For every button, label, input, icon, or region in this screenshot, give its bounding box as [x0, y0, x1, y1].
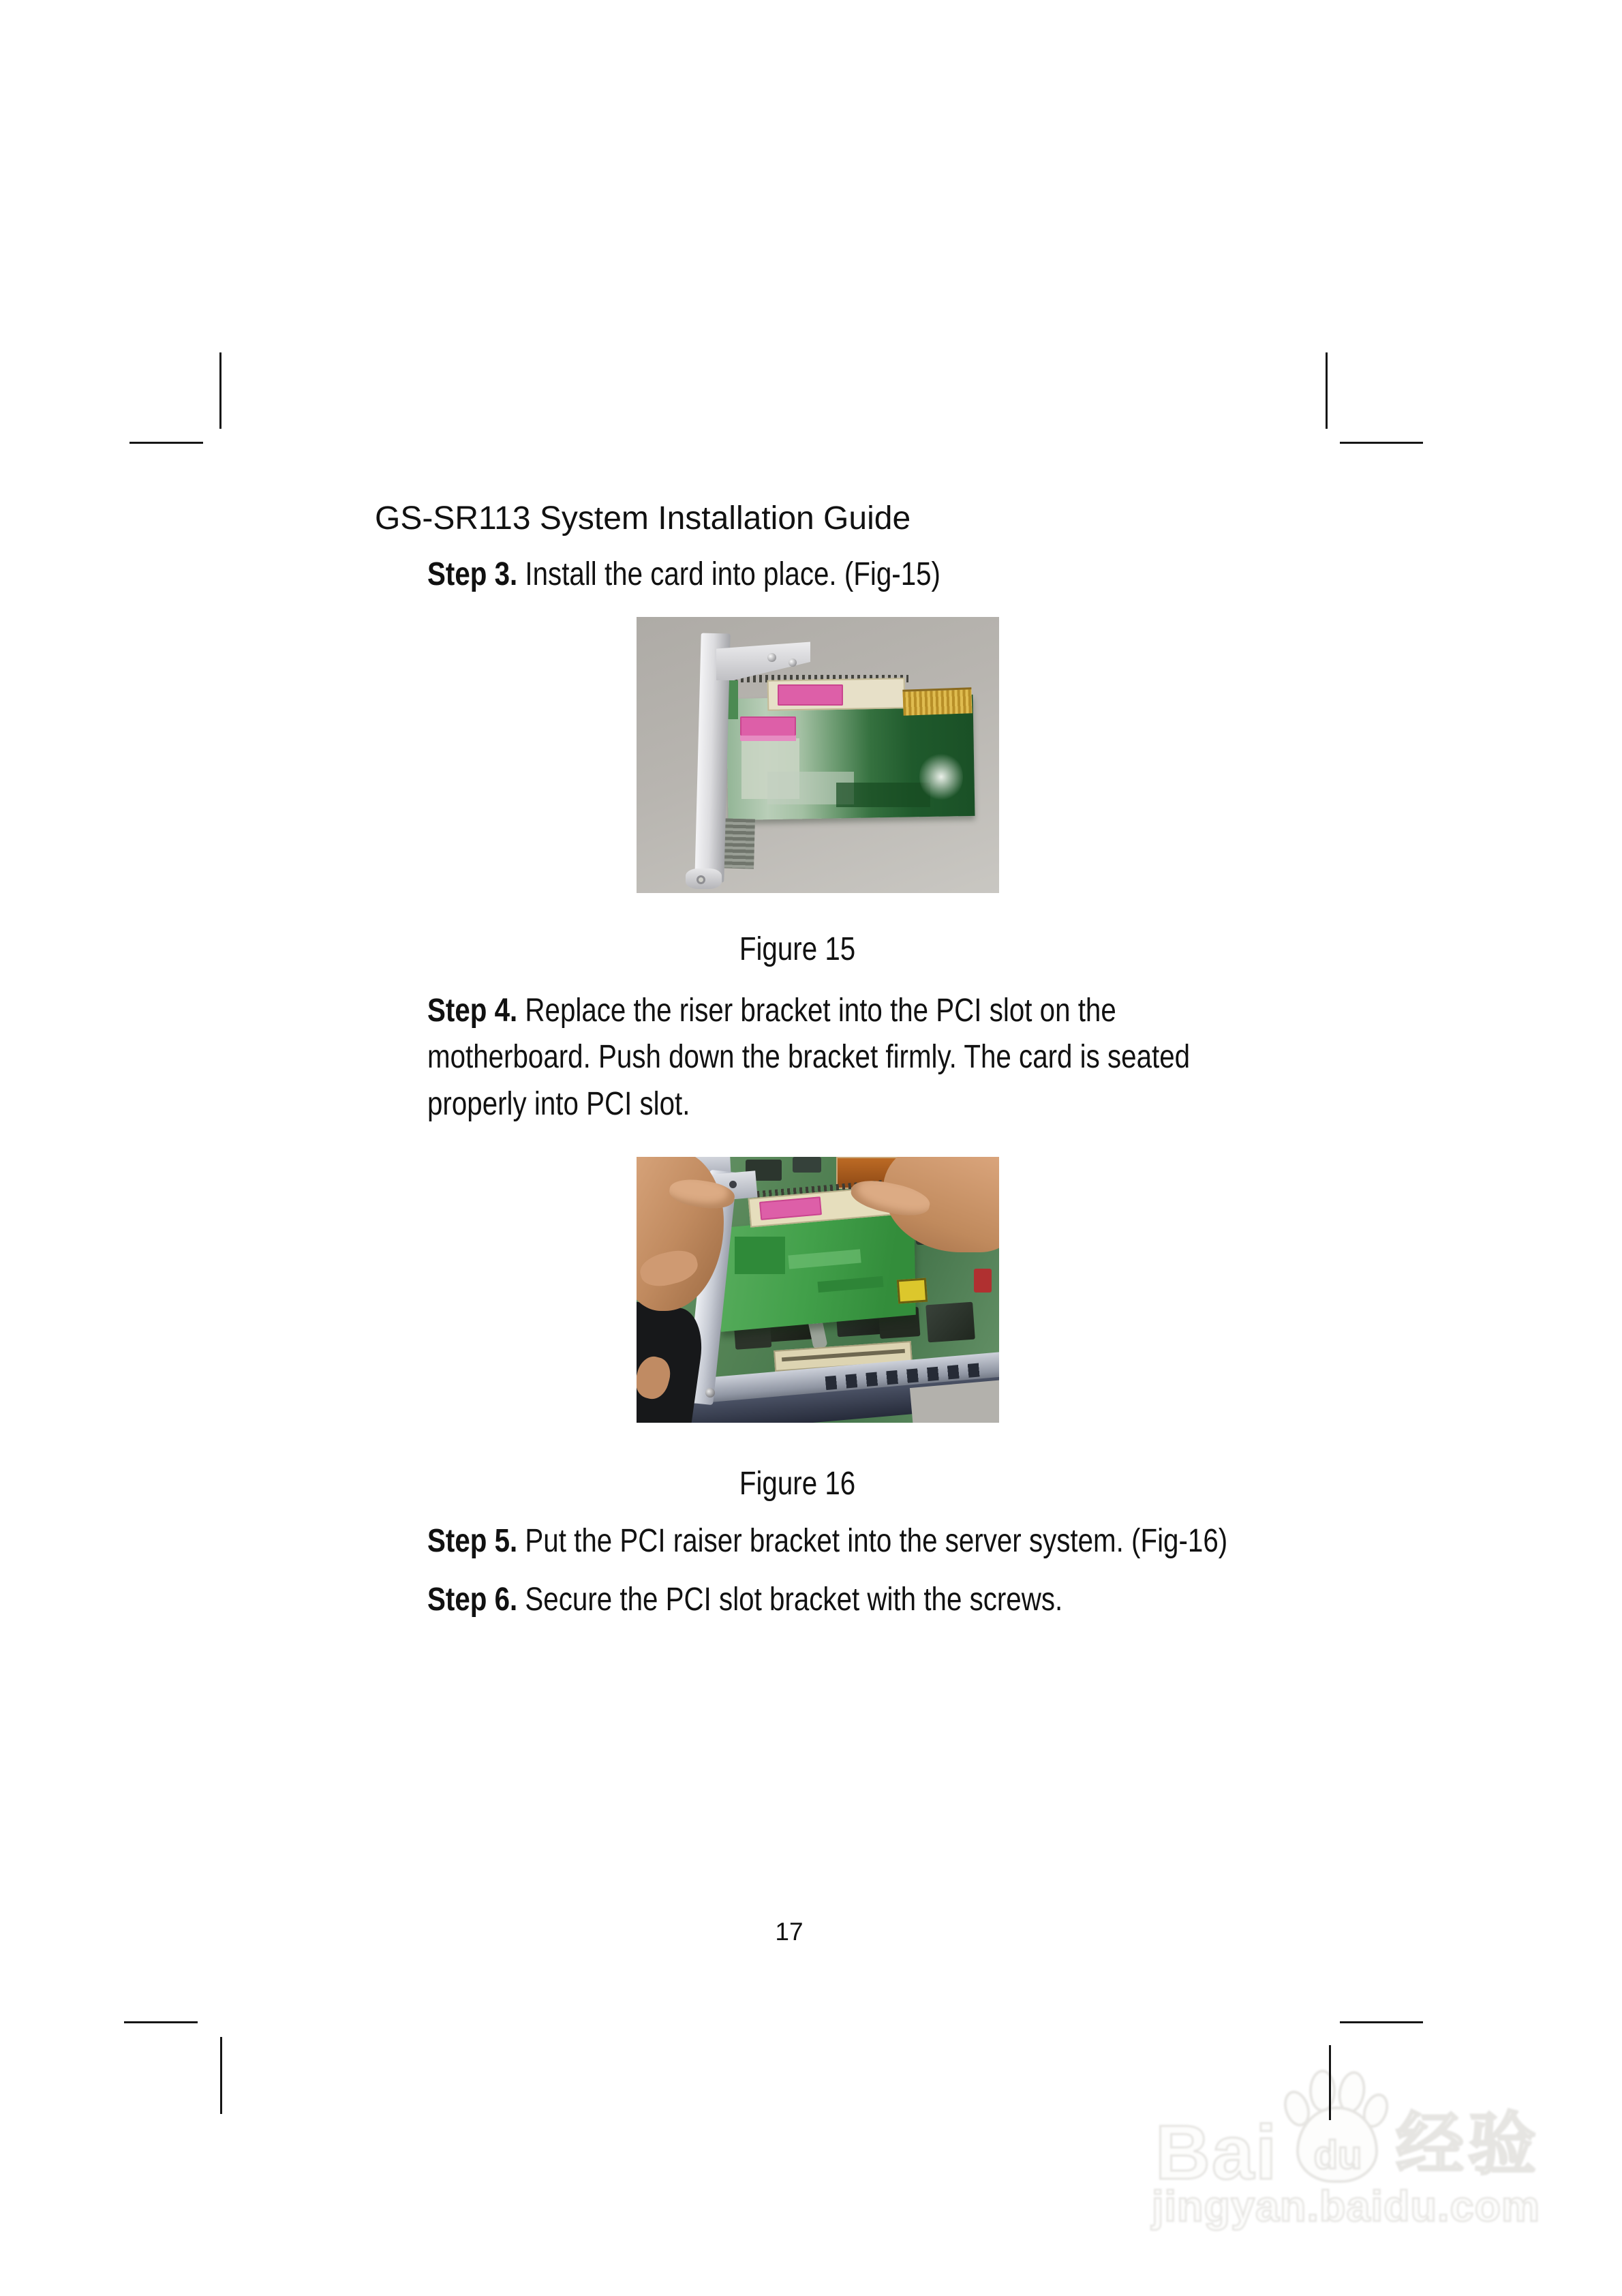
watermark-jingyan-text: 经验 [1396, 2106, 1540, 2183]
step-4-label: Step 4. [427, 993, 518, 1029]
page-header-title: GS-SR113 System Installation Guide [375, 500, 911, 537]
step-5-line [427, 1522, 1227, 1560]
paw-toe-icon [1309, 2070, 1336, 2112]
step-4-line-1 [427, 992, 1116, 1029]
figure-16-photo [637, 1157, 999, 1423]
step-6-label: Step 6. [427, 1582, 518, 1618]
step-4-line-2: motherboard. Push down the bracket firmly. The card is seated [427, 1039, 1191, 1075]
baidu-paw-icon [1285, 2070, 1388, 2183]
crop-mark-bottom-right-vertical [1329, 2045, 1331, 2120]
magenta-label-sticker [778, 684, 843, 705]
bracket-screw-hole [767, 653, 776, 662]
watermark-du-text: du [1313, 2133, 1362, 2177]
page-number: 17 [775, 1918, 804, 1946]
pcb-highlight-blob [919, 752, 963, 802]
crop-mark-bottom-right-horizontal [1340, 2021, 1423, 2023]
figure-16-caption: Figure 16 [739, 1466, 856, 1502]
watermark-site-url: jingyan.baidu.com [1152, 2183, 1541, 2231]
step-6-line [427, 1581, 1062, 1618]
crop-mark-top-left-vertical [219, 352, 221, 429]
step-5-label: Step 5. [427, 1523, 518, 1559]
magenta-label-sticker-2 [740, 716, 796, 741]
step-4-text-1: Replace the riser bracket into the PCI slot on the [525, 993, 1116, 1029]
crop-mark-bottom-left-horizontal [124, 2021, 198, 2023]
step-4-line-3: properly into PCI slot. [427, 1086, 690, 1122]
figure-15-photo [637, 617, 999, 893]
step-5-text: Put the PCI raiser bracket into the server system. (Fig-16) [525, 1523, 1228, 1559]
red-component [974, 1269, 992, 1293]
yellow-sticker [897, 1278, 928, 1304]
step-3-text: Install the card into place. (Fig-15) [525, 556, 940, 592]
step-3-label: Step 3. [427, 556, 518, 592]
motherboard-chip-2 [793, 1157, 822, 1173]
crop-mark-top-right-vertical [1326, 352, 1328, 429]
watermark-bai-text: Bai [1155, 2110, 1279, 2195]
crop-mark-bottom-left-vertical [220, 2037, 222, 2114]
riser-trace-area [735, 1237, 785, 1274]
step-3-line [427, 556, 940, 593]
emi-finger-serration [723, 818, 755, 868]
pcb-dark-trace-area [836, 783, 930, 807]
crop-mark-top-right-horizontal [1340, 442, 1423, 444]
gold-edge-connector [902, 688, 972, 716]
bracket-foot-hole [697, 875, 705, 884]
motherboard-chip-8 [925, 1301, 975, 1342]
bracket-plate-hole [729, 1181, 737, 1188]
step-6-text: Secure the PCI slot bracket with the screws. [525, 1582, 1063, 1618]
baidu-jingyan-watermark [1124, 2045, 1574, 2270]
figure-15-caption: Figure 15 [739, 931, 856, 967]
crop-mark-top-left-horizontal [129, 442, 203, 444]
